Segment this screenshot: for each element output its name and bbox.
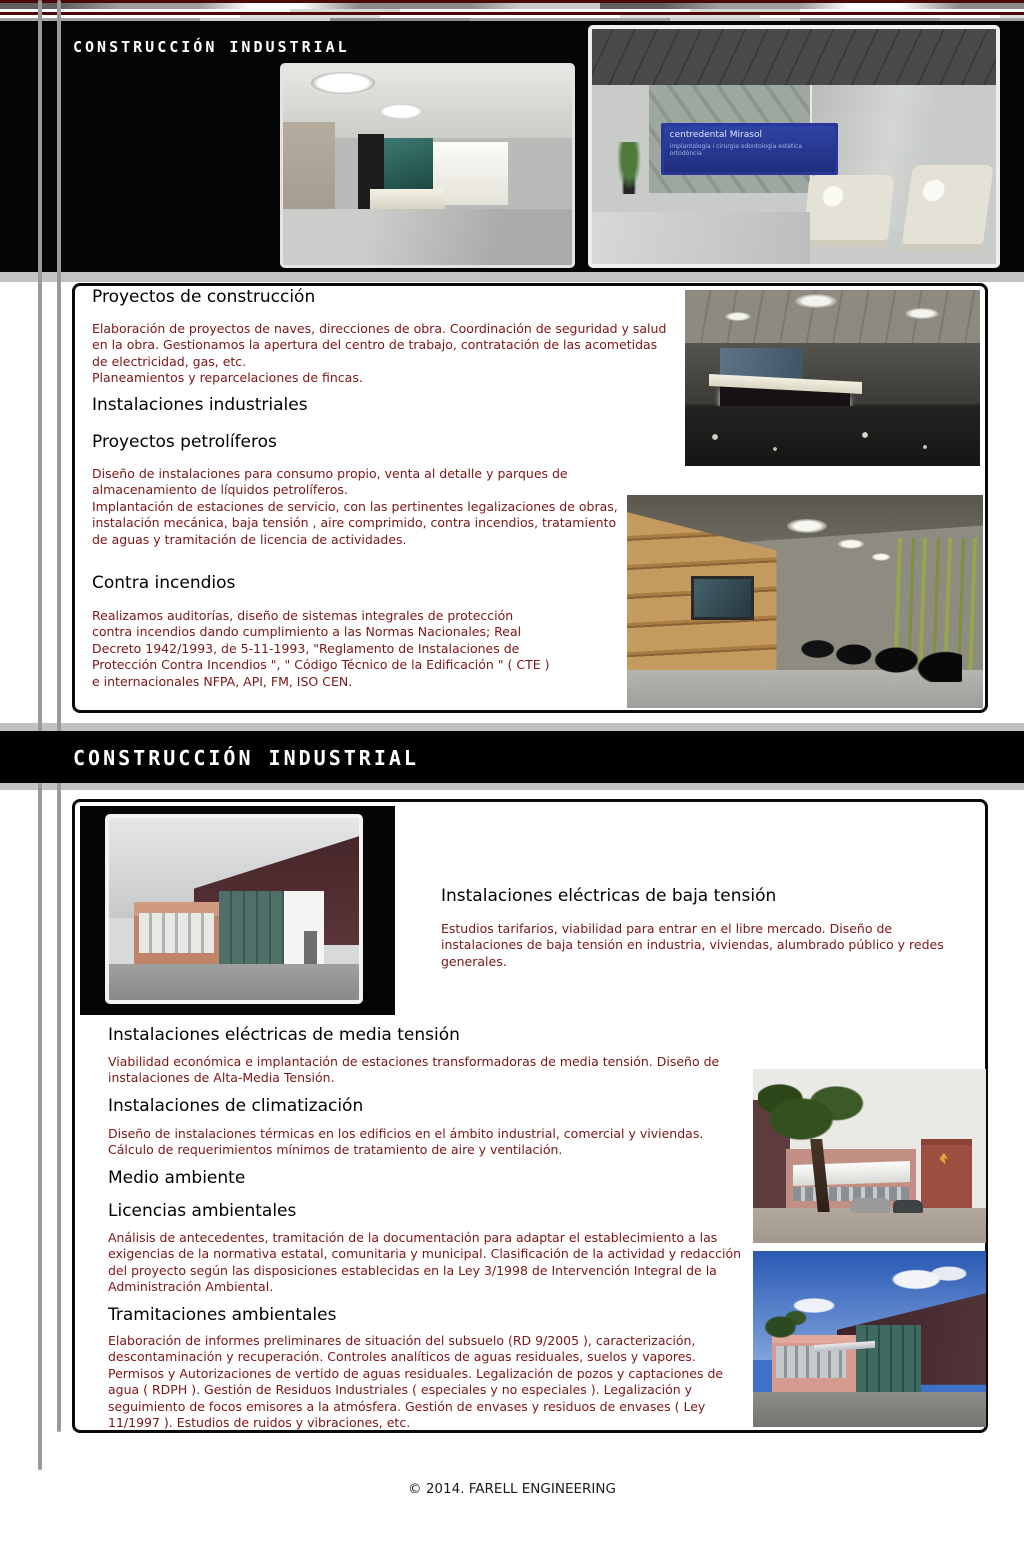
para-proyectos-2: Planeamientos y reparcelaciones de fincas.: [92, 370, 363, 385]
photo-pine-tree: [758, 1072, 893, 1183]
page-title: CONSTRUCCIÓN INDUSTRIAL: [73, 38, 350, 56]
photo-floor: [592, 212, 810, 264]
photo-cloud: [879, 1258, 972, 1297]
photo-ground: [753, 1392, 986, 1427]
photo-glass-facade: [856, 1325, 921, 1392]
photo-floor: [283, 209, 572, 265]
heading-tramitaciones-ambientales: Tramitaciones ambientales: [108, 1305, 337, 1325]
ceiling-light: [905, 308, 939, 319]
photo-tv-screen: [691, 576, 754, 620]
photo-dental-clinic: [588, 25, 1000, 268]
photo-interior-reception: [280, 63, 575, 268]
ceiling-light: [871, 553, 891, 561]
photo-ground: [109, 964, 359, 1000]
photo-corridor-bamboo: [627, 495, 983, 708]
para-media-tension: Viabilidad económica e implantación de estaciones transformadoras de media tensión. Diseño de instalaciones de Alta-Media Tensión.: [108, 1054, 720, 1086]
divider-band: [0, 272, 1024, 282]
photo-white-chair: [901, 165, 994, 250]
heading-instalaciones-industriales: Instalaciones industriales: [92, 395, 308, 415]
para-tramitaciones-ambientales: Elaboración de informes preliminares de situación del subsuelo (RD 9/2005 ), caracterización, descontaminación y recuperación. Controles analíticos de aguas residuales, suelos y vapores. Permisos y Autorizaciones de vertido de aguas residuales. Legalización de pozos y captaciones de agua ( RDPH ). Gestión de Residuos Industriales ( especiales y no especiales ). Legalización y seguimiento de focos emisores a la atmósfera. Gestión de envases y residuos de envases ( Ley 11/1997 ). Estudios de ruidos y vibraciones, etc.: [108, 1333, 724, 1431]
photo-tree: [753, 1300, 814, 1360]
photo-wall: [283, 122, 335, 210]
photo-building-render: [753, 1251, 986, 1427]
dental-sign-text: centredental Mirasol: [669, 130, 762, 140]
ceiling-light: [795, 294, 837, 308]
section-banner: [0, 731, 1024, 783]
vertical-rule-inner: [57, 0, 61, 1432]
para-baja-tension: Estudios tarifarios, viabilidad para entrar en el libre mercado. Diseño de instalaciones de baja tensión en industria, viviendas, alumbrado público y redes generales.: [441, 921, 944, 969]
section-banner-title: CONSTRUCCIÓN INDUSTRIAL: [73, 746, 419, 770]
photo-ceiling: [592, 29, 996, 85]
photo-reception-desk: [370, 189, 445, 209]
photo-floor-lights: [685, 427, 980, 459]
heading-media-tension: Instalaciones eléctricas de media tensión: [108, 1025, 460, 1045]
heading-climatizacion: Instalaciones de climatización: [108, 1096, 364, 1116]
footer-copyright: © 2014. FARELL ENGINEERING: [408, 1481, 616, 1497]
photo-car: [893, 1200, 923, 1214]
ceiling-light: [725, 312, 751, 321]
heading-baja-tension: Instalaciones eléctricas de baja tensión: [441, 886, 777, 906]
para-proyectos-1: Elaboración de proyectos de naves, direcciones de obra. Coordinación de seguridad y salud en la obra. Gestionamos la apertura del centro de trabajo, contratación de las acometidas de electricidad, gas, etc.: [92, 321, 667, 369]
para-petroliferos-1: Diseño de instalaciones para consumo propio, venta al detalle y parques de almacenamiento de líquidos petrolíferos.: [92, 466, 568, 498]
heading-proyectos-petroliferos: Proyectos petrolíferos: [92, 432, 277, 452]
dental-sign-subtext: implantologia i cirurgia odontologia estètica ortodòncia: [669, 143, 803, 157]
photo-window-strip: [793, 1187, 910, 1201]
photo-white-chair: [802, 175, 894, 246]
photo-sign-band: [661, 123, 839, 175]
ceiling-light: [787, 519, 827, 533]
photo-dark-lobby: [685, 290, 980, 466]
heading-proyectos-construccion: Proyectos de construcción: [92, 287, 316, 307]
photo-red-facade: [921, 1139, 972, 1209]
top-decorative-stripes: [0, 0, 1024, 21]
ceiling-light: [379, 104, 423, 119]
para-licencias-ambientales: Análisis de antecedentes, tramitación de la documentación para adaptar el establecimiento a las exigencias de la normativa estatal, comunitaria y municipal. Clasificación de la actividad y redacción del proyecto según las disposiciones establecidas en la Ley 3/1998 de Intervención Integral de la Administración Ambiental.: [108, 1230, 742, 1295]
photo-industrial-building: [105, 814, 363, 1004]
ceiling-light: [311, 72, 375, 94]
photo-building-pine-tree: [753, 1069, 986, 1243]
photo-window-strip: [139, 913, 214, 953]
photo-ground: [753, 1208, 986, 1243]
photo-car: [851, 1198, 891, 1214]
photo-glass-facade: [219, 891, 284, 971]
heading-contra-incendios: Contra incendios: [92, 573, 236, 593]
divider-band: [0, 783, 1024, 790]
para-contra-incendios: Realizamos auditorías, diseño de sistemas integrales de protección contra incendios dando cumplimiento a las Normas Nacionales; Real Decreto 1942/1993, de 5-11-1993, "Reglamento de Instalaciones de Protección Contra Incendios ", " Código Técnico de la Edificación " ( CTE ) e internacionales NFPA, API, FM, ISO CEN.: [92, 608, 550, 689]
photo-plant: [616, 142, 642, 194]
para-climatizacion: Diseño de instalaciones térmicas en los edificios en el ámbito industrial, comercial y viviendas. Cálculo de requerimientos mínimos de tratamiento de aire y ventilación.: [108, 1126, 704, 1158]
divider-band: [0, 723, 1024, 731]
para-petroliferos-2: Implantación de estaciones de servicio, con las pertinentes legalizaciones de obras, instalación mecánica, baja tensión , aire comprimido, contra incendios, tratamiento de aguas y tramitación de licencia de actividades.: [92, 499, 618, 547]
heading-medio-ambiente: Medio ambiente: [108, 1168, 246, 1188]
ceiling-light: [837, 539, 865, 549]
heading-licencias-ambientales: Licencias ambientales: [108, 1201, 297, 1221]
photo-chairs-row: [798, 627, 962, 682]
